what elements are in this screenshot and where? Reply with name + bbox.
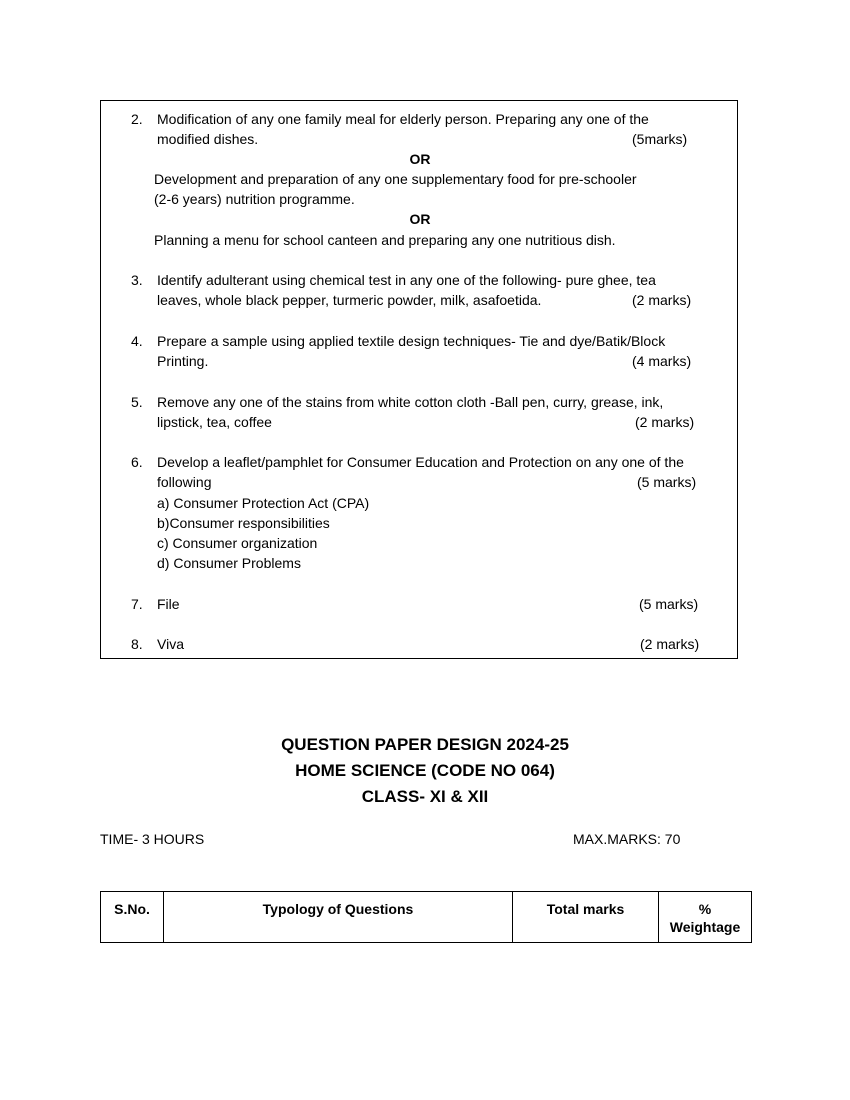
header-sno: S.No. [101, 892, 164, 943]
typology-table [100, 891, 752, 943]
item-text: Identify adulterant using chemical test in any one of the following- pure ghee, tea [157, 272, 656, 288]
item-marks: (4 marks) [632, 353, 692, 369]
item-number: 2. [131, 111, 143, 127]
weightage-label: Weightage [669, 919, 741, 935]
header-weightage [659, 892, 752, 943]
item-text: Develop a leaflet/pamphlet for Consumer Education and Protection on any one of the [157, 454, 684, 470]
design-title: QUESTION PAPER DESIGN 2024-25 [281, 735, 569, 754]
item-text: Printing. [157, 353, 209, 369]
or-separator: OR [409, 211, 431, 227]
item-text: Development and preparation of any one supplementary food for pre-schooler [154, 171, 637, 187]
item-text: modified dishes. [157, 131, 259, 147]
option-item: b)Consumer responsibilities [157, 515, 330, 531]
item-number: 6. [131, 454, 143, 470]
max-marks: MAX.MARKS: 70 [573, 831, 681, 847]
item-marks: (5 marks) [637, 474, 697, 490]
header-total-marks: Total marks [513, 892, 659, 943]
weightage-percent: % [698, 901, 712, 917]
item-text: Planning a menu for school canteen and preparing any one nutritious dish. [154, 232, 616, 248]
option-item: d) Consumer Problems [157, 555, 301, 571]
item-number: 3. [131, 272, 143, 288]
item-text: following [157, 474, 212, 490]
subject-title: HOME SCIENCE (CODE NO 064) [295, 761, 555, 780]
item-text: Viva [157, 636, 184, 652]
option-item: c) Consumer organization [157, 535, 318, 551]
item-number: 4. [131, 333, 143, 349]
item-number: 5. [131, 394, 143, 410]
item-text: (2-6 years) nutrition programme. [154, 191, 355, 207]
item-number: 8. [131, 636, 143, 652]
practical-list-box [100, 100, 738, 659]
item-marks: (2 marks) [632, 292, 692, 308]
item-text: File [157, 596, 180, 612]
class-title: CLASS- XI & XII [361, 787, 489, 806]
item-marks: (2 marks) [640, 636, 700, 652]
item-marks: (2 marks) [635, 414, 695, 430]
table-header-row [101, 892, 752, 943]
item-text: Prepare a sample using applied textile design techniques- Tie and dye/Batik/Block [157, 333, 666, 349]
option-item: a) Consumer Protection Act (CPA) [157, 495, 370, 511]
header-typology: Typology of Questions [164, 892, 513, 943]
item-text: lipstick, tea, coffee [157, 414, 272, 430]
exam-time: TIME- 3 HOURS [100, 831, 205, 847]
item-text: Modification of any one family meal for elderly person. Preparing any one of the [157, 111, 649, 127]
item-marks: (5 marks) [639, 596, 699, 612]
item-number: 7. [131, 596, 143, 612]
item-marks: (5marks) [632, 131, 688, 147]
item-text: leaves, whole black pepper, turmeric powder, milk, asafoetida. [157, 292, 542, 308]
or-separator: OR [409, 151, 431, 167]
item-text: Remove any one of the stains from white cotton cloth -Ball pen, curry, grease, ink, [157, 394, 664, 410]
